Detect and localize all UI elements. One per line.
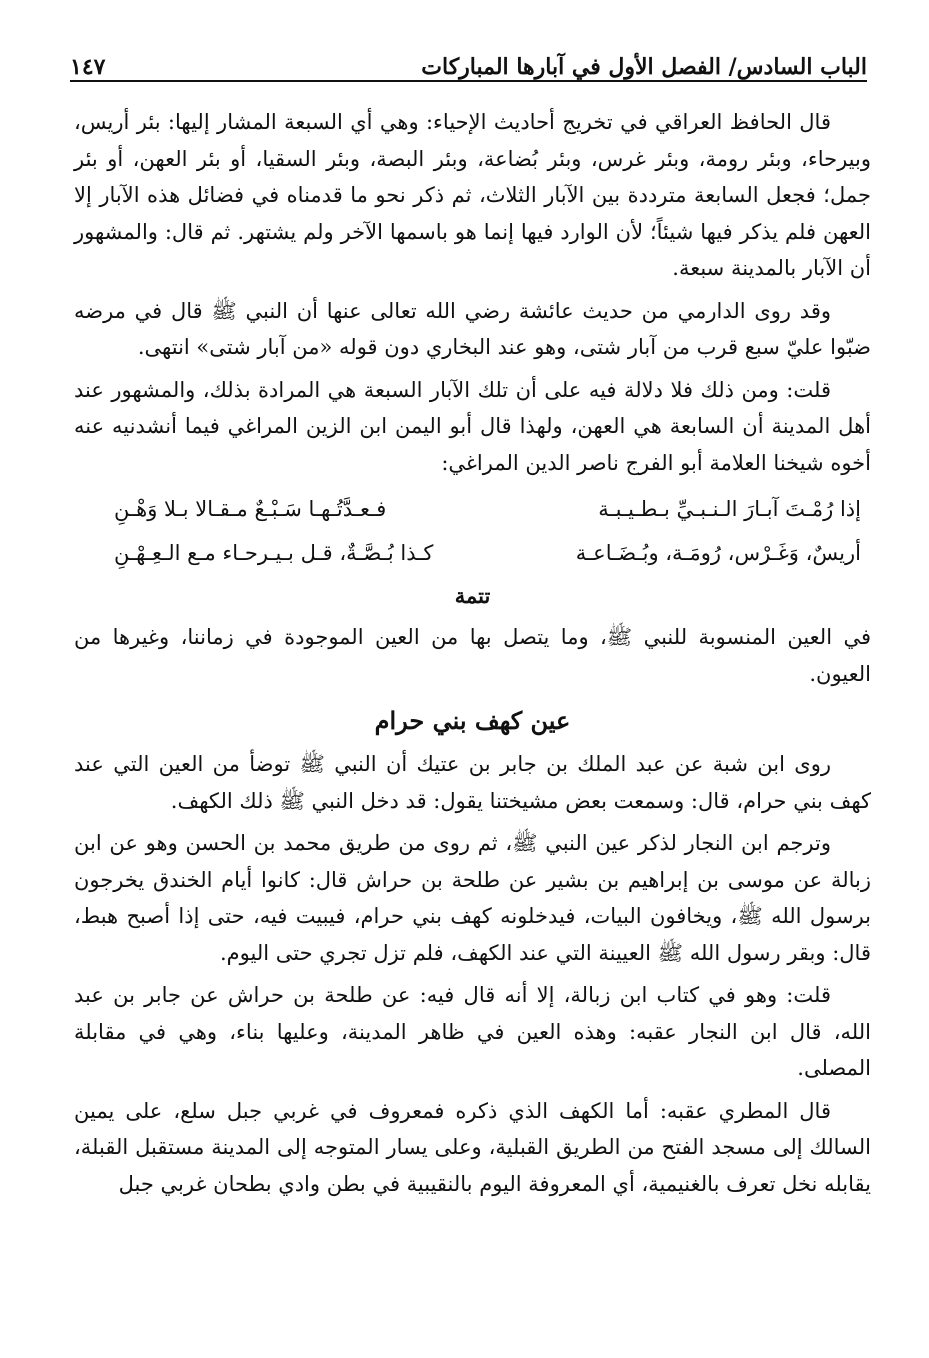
subheading: تتمة	[454, 583, 491, 608]
paragraph: قلت: وهو في كتاب ابن زبالة، إلا أنه قال فيه: عن طلحة بن حراش عن جابر بن عبد الله، قال ابن النجار عقبه: وهذه العين في ظاهر المدينة، وعليها بناء، وهي في مقابلة المصلى.	[74, 983, 871, 1080]
verse-second-hemistich: كـذا بُـصَّـةٌ، قـل بـيـرحـاء مـع الـعِـهْـنِ	[114, 541, 434, 565]
page-header	[70, 40, 867, 80]
running-title: الباب السادس/ الفصل الأول في آبارها المباركات	[421, 54, 867, 80]
verse-second-hemistich: فـعـدَّتُـهـا سَـبْـعٌ مـقـالا بـلا وَهْـنِ	[114, 497, 387, 521]
verse-line	[74, 531, 871, 575]
verse-first-hemistich: إذا رُمْـتَ آبـارَ الـنـبـيِّ بـطـيـبـة	[598, 497, 861, 521]
page-number: ١٤٧	[70, 54, 106, 80]
header-rule	[70, 80, 867, 82]
paragraph: روى ابن شبة عن عبد الملك بن جابر بن عتيك أن النبي ﷺ توضأ من العين التي عند كهف بني حرام، قال: وسمعت بعض مشيختنا يقول: قد دخل النبي ﷺ ذلك الكهف.	[74, 752, 871, 813]
section-heading: عين كهف بني حرام	[374, 706, 571, 735]
paragraph: قال المطري عقبه: أما الكهف الذي ذكره فمعروف في غربي جبل سلع، على يمين السالك إلى مسجد الفتح من الطريق القبلية، وعلى يسار المتوجه إلى المدينة مستقبل القبلة، يقابله نخل تعرف بالغنيمية، أي المعروفة اليوم بالنقيبية في بطن وادي بطحان غربي جبل	[74, 1098, 871, 1196]
paragraph: قال الحافظ العراقي في تخريج أحاديث الإحياء: وهي أي السبعة المشار إليها: بئر أريس، وبيرحاء، وبئر رومة، وبئر غرس، وبئر بُضاعة، وبئر البصة، وبئر السقيا، أو بئر العهن، أو بئر جمل؛ فجعل السابعة مترددة بين الآبار الثلاث، ثم ذكر نحو ما قدمناه في فضائل هذه الآبار إلا العهن فلم يذكر فيها شيئاً؛ لأن الوارد فيها إنما هو باسمها الآخر ولم يشتهر. ثم قال: والمشهور أن الآبار بالمدينة سبعة.	[74, 110, 871, 280]
paragraph: وقد روى الدارمي من حديث عائشة رضي الله تعالى عنها أن النبي ﷺ قال في مرضه ضبّوا عليّ سبع قرب من آبار شتى، وهو عند البخاري دون قوله «من آبار شتى» انتهى.	[74, 298, 871, 359]
paragraph: في العين المنسوبة للنبي ﷺ، وما يتصل بها من العين الموجودة في زماننا، وغيرها من العيون.	[74, 625, 871, 686]
verse-first-hemistich: أريسٌ، وَغَـرْس، رُومَـة، وبُـضَـاعـة	[575, 541, 861, 565]
paragraph: قلت: ومن ذلك فلا دلالة فيه على أن تلك الآبار السبعة هي المرادة بذلك، والمشهور عند أهل المدينة أن السابعة هي العهن، ولهذا قال أبو اليمن ابن الزين المراغي فيما أنشدنيه عنه أخوه شيخنا العلامة أبو الفرج ناصر الدين المراغي:	[74, 377, 871, 475]
paragraph: وترجم ابن النجار لذكر عين النبي ﷺ، ثم روى من طريق محمد بن الحسن وهو عن ابن زبالة عن موسى بن إبراهيم بن بشير عن طلحة بن حراش قال: كانوا أيام الخندق يخرجون برسول الله ﷺ، ويخافون البيات، فيدخلونه كهف بني حرام، فيبيت فيه، حتى إذا أصبح هبط، قال: وبقر رسول الله ﷺ العيينة التي عند الكهف، فلم تزل تجري حتى اليوم.	[74, 831, 871, 965]
page-body	[74, 104, 871, 1208]
verse-line	[74, 487, 871, 531]
